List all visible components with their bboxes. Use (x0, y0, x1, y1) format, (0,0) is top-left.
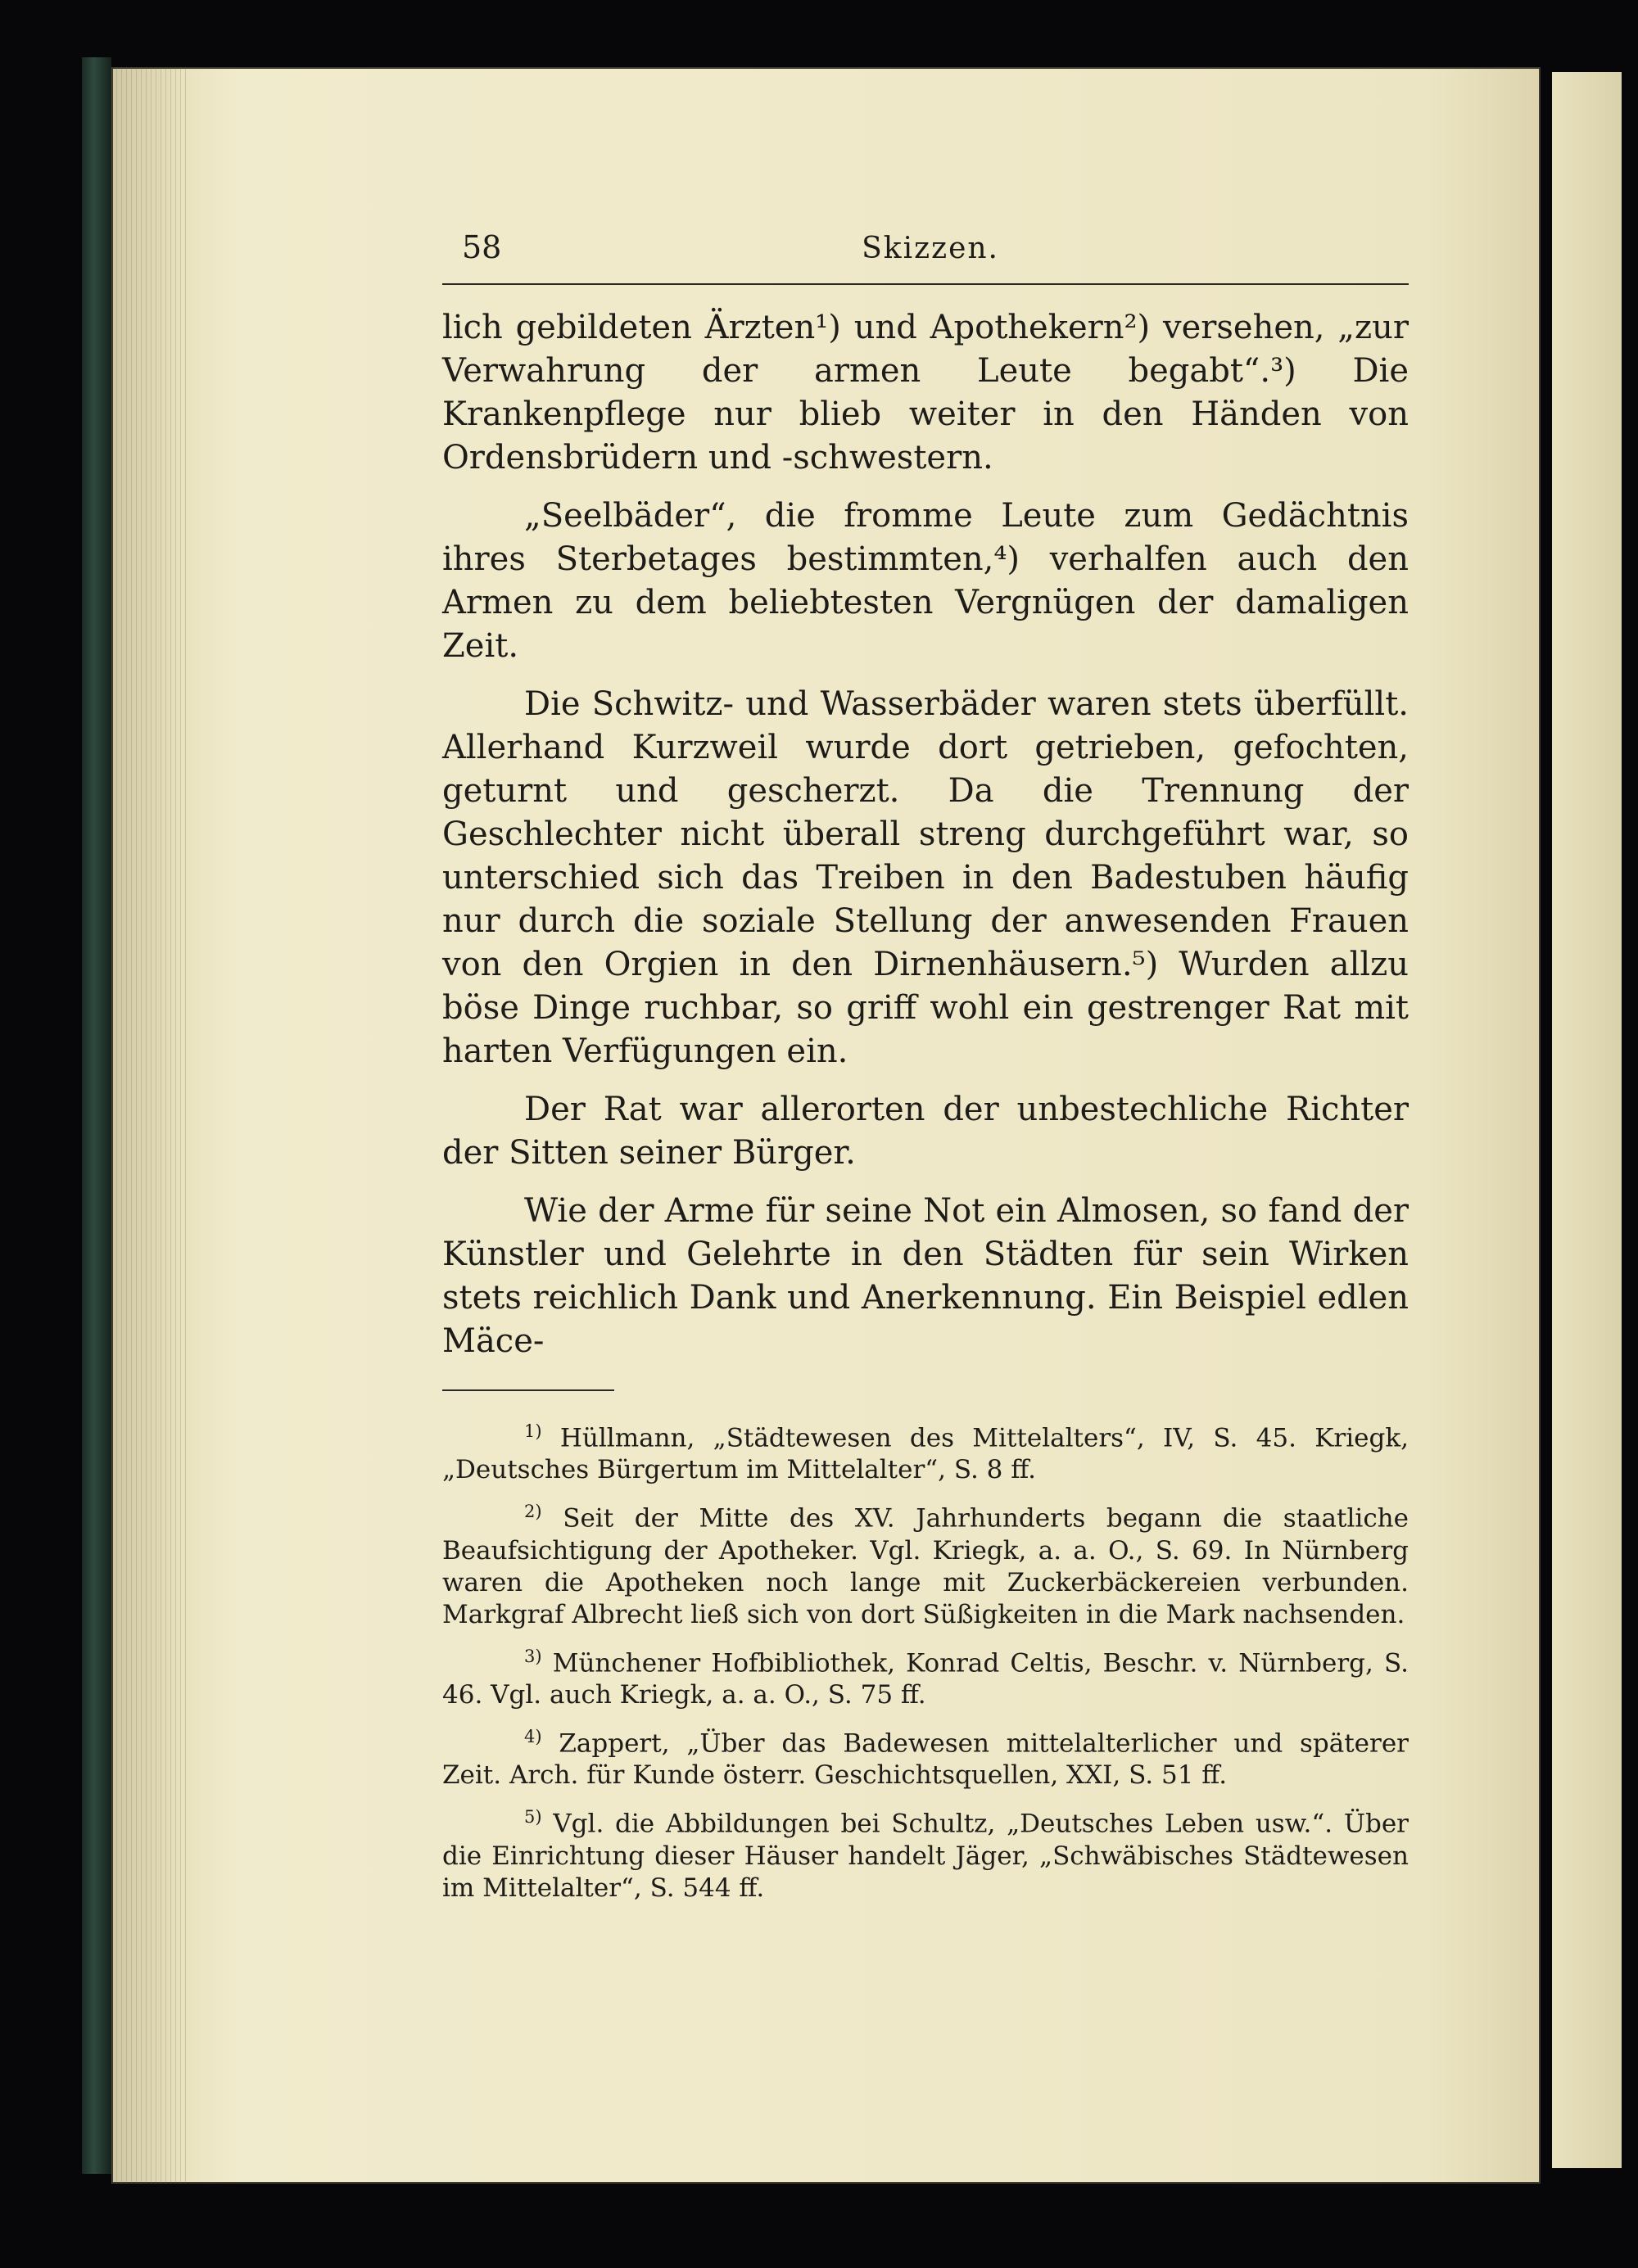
footnote-marker: 3) (524, 1646, 542, 1666)
running-title: Skizzen. (862, 232, 999, 265)
paragraph: Die Schwitz- und Wasserbäder waren stets überfüllt. Allerhand Kurzweil wurde dort getrieben, gefochten, geturnt und gescherzt. Da die Trennung der Geschlechter nicht überall streng durchgeführt war, so unterschied sich das Treiben in den Badestuben häufig nur durch die soziale Stellung der anwesenden Frauen von den Orgien in den Dirnenhäusern.⁵) Wurden allzu böse Dinge ruchbar, so griff wohl ein gestrenger Rat mit harten Verfügungen ein. (442, 685, 1409, 1070)
footnote (442, 1416, 1409, 1486)
paragraph: Der Rat war allerorten der unbestechliche Richter der Sitten seiner Bürger. (442, 1091, 1409, 1172)
paragraph: Wie der Arme für seine Not ein Almosen, so fand der Künstler und Gelehrte in den Städten für sein Wirken stets reichlich Dank und Anerkennung. Ein Beispiel edlen Mäce- (442, 1192, 1409, 1360)
running-head (442, 229, 1409, 285)
footnote-text: Seit der Mitte des XV. Jahrhunderts begann die staatliche Beaufsichtigung der Apotheker. Vgl. Kriegk, a. a. O., S. 69. In Nürnberg waren die Apotheken noch lange mit Zuckerbäckereien verbunden. Markgraf Albrecht ließ sich von dort Süßigkeiten in die Mark nachsenden. (442, 1503, 1409, 1629)
footnote-marker: 4) (524, 1726, 542, 1746)
footnote-text: Hüllmann, „Städtewesen des Mittelalters“, IV, S. 45. Kriegk, „Deutsches Bürgertum im Mittelalter“, S. 8 ff. (442, 1423, 1409, 1485)
footnote-separator (442, 1389, 614, 1391)
body-text (442, 306, 1409, 1363)
footnote-text: Münchener Hofbibliothek, Konrad Celtis, Beschr. v. Nürnberg, S. 46. Vgl. auch Kriegk, a. a. O., S. 75 ff. (442, 1647, 1409, 1710)
footnote (442, 1496, 1409, 1630)
paragraph: „Seelbäder“, die fromme Leute zum Gedächtnis ihres Sterbetages bestimmten,⁴) verhalfen auch den Armen zu dem beliebtesten Vergnügen der damaligen Zeit. (442, 497, 1409, 665)
footnote-marker: 5) (524, 1807, 542, 1828)
footnote-marker: 2) (524, 1502, 542, 1522)
page-content (442, 229, 1409, 1914)
book-cover-edge (82, 57, 111, 2174)
footnote (442, 1801, 1409, 1904)
footnote-text: Zappert, „Über das Badewesen mittelalterlicher und späterer Zeit. Arch. für Kunde österr. Geschichtsquellen, XXI, S. 51 ff. (442, 1728, 1409, 1791)
page-stack-edges (111, 67, 189, 2184)
page-number: 58 (462, 229, 502, 265)
paragraph: lich gebildeten Ärzten¹) und Apothekern²) versehen, „zur Verwahrung der armen Leute begabt“.³) Die Krankenpflege nur blieb weiter in den Händen von Ordensbrüdern und -schwestern. (442, 309, 1409, 477)
footnote (442, 1641, 1409, 1711)
footnote-text: Vgl. die Abbildungen bei Schultz, „Deutsches Leben usw.“. Über die Einrichtung dieser Häuser handelt Jäger, „Schwäbisches Städtewesen im Mittelalter“, S. 544 ff. (442, 1809, 1409, 1903)
facing-page-edge (1552, 72, 1622, 2168)
footnote (442, 1721, 1409, 1791)
footnotes (442, 1416, 1409, 1904)
footnote-marker: 1) (524, 1421, 542, 1441)
